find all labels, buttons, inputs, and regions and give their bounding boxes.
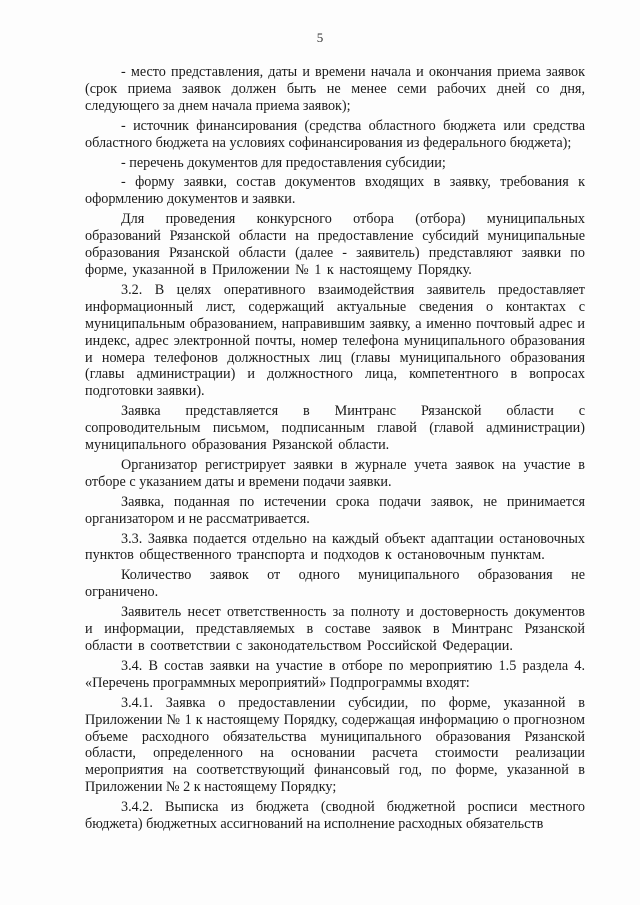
paragraph-venue-dates: - место представления, даты и времени начала и окончания приема заявок (срок приема заявок должен быть не менее семи рабочих дней со дня, следующего за днем начала приема заявок); [85,64,585,114]
paragraph-application-count: Количество заявок от одного муниципального образования не ограничено. [85,567,585,601]
paragraph-late-applications: Заявка, поданная по истечении срока подачи заявок, не принимается организатором и не рассматривается. [85,493,585,527]
document-body [85,64,585,836]
paragraph-application-form: - форму заявки, состав документов входящих в заявку, требования к оформлению документов и заявки. [85,174,585,208]
paragraph-funding-source: - источник финансирования (средства областного бюджета или средства областного бюджета на условиях софинансирования из федерального бюджета); [85,117,585,151]
paragraph-applicant-responsibility: Заявитель несет ответственность за полноту и достоверность документов и информации, представляемых в составе заявок в Минтранс Рязанской области в соответствии с законодательством Российской Федерации. [85,604,585,654]
paragraph-documents-list: - перечень документов для предоставления субсидии; [121,154,446,171]
paragraph-3-2-info-sheet: 3.2. В целях оперативного взаимодействия заявитель предоставляет информационный лист, содержащий актуальные сведения о контактах с муниципальным образованием, направившим заявку, а именно почтовый адрес и индекс, адрес электронной почты, номер телефона муниципального образования и номера телефонов должностных лиц (главы муниципального образования (главы администрации) и должностного лица, компетентного в вопросах подготовки заявки). [85,281,585,400]
paragraph-3-4-2-budget-extract: 3.4.2. Выписка из бюджета (сводной бюджетной росписи местного бюджета) бюджетных ассигнований на исполнение расходных обязательств [85,799,585,833]
paragraph-3-4-1-subsidy-request: 3.4.1. Заявка о предоставлении субсидии, по форме, указанной в Приложении № 1 к настоящему Порядку, содержащая информацию о прогнозном объеме расходного обязательства муниципального образования Рязанской области, определенного на основании расчета стоимости реализации мероприятия на соответствующий финансовый год, по форме, указанной в Приложении № 2 к настоящему Порядку; [85,694,585,796]
paragraph-3-3-separate-application: 3.3. Заявка подается отдельно на каждый объект адаптации остановочных пунктов общественного транспорта и подходов к остановочным пунктам. [85,530,585,564]
page-number: 5 [316,30,324,45]
paragraph-3-4-application-contents: 3.4. В состав заявки на участие в отборе по мероприятию 1.5 раздела 4. «Перечень программных мероприятий» Подпрограммы входят: [85,657,585,691]
paragraph-registration-journal: Организатор регистрирует заявки в журнале учета заявок на участие в отборе с указанием даты и времени подачи заявки. [85,456,585,490]
paragraph-submission-to-mintrans: Заявка представляется в Минтранс Рязанской области с сопроводительным письмом, подписанным главой (главой администрации) муниципального образования Рязанской области. [85,403,585,454]
paragraph-competitive-selection: Для проведения конкурсного отбора (отбора) муниципальных образований Рязанской области на предоставление субсидий муниципальные образования Рязанской области (далее - заявитель) представляют заявки по форме, указанной в Приложении № 1 к настоящему Порядку. [85,211,585,278]
